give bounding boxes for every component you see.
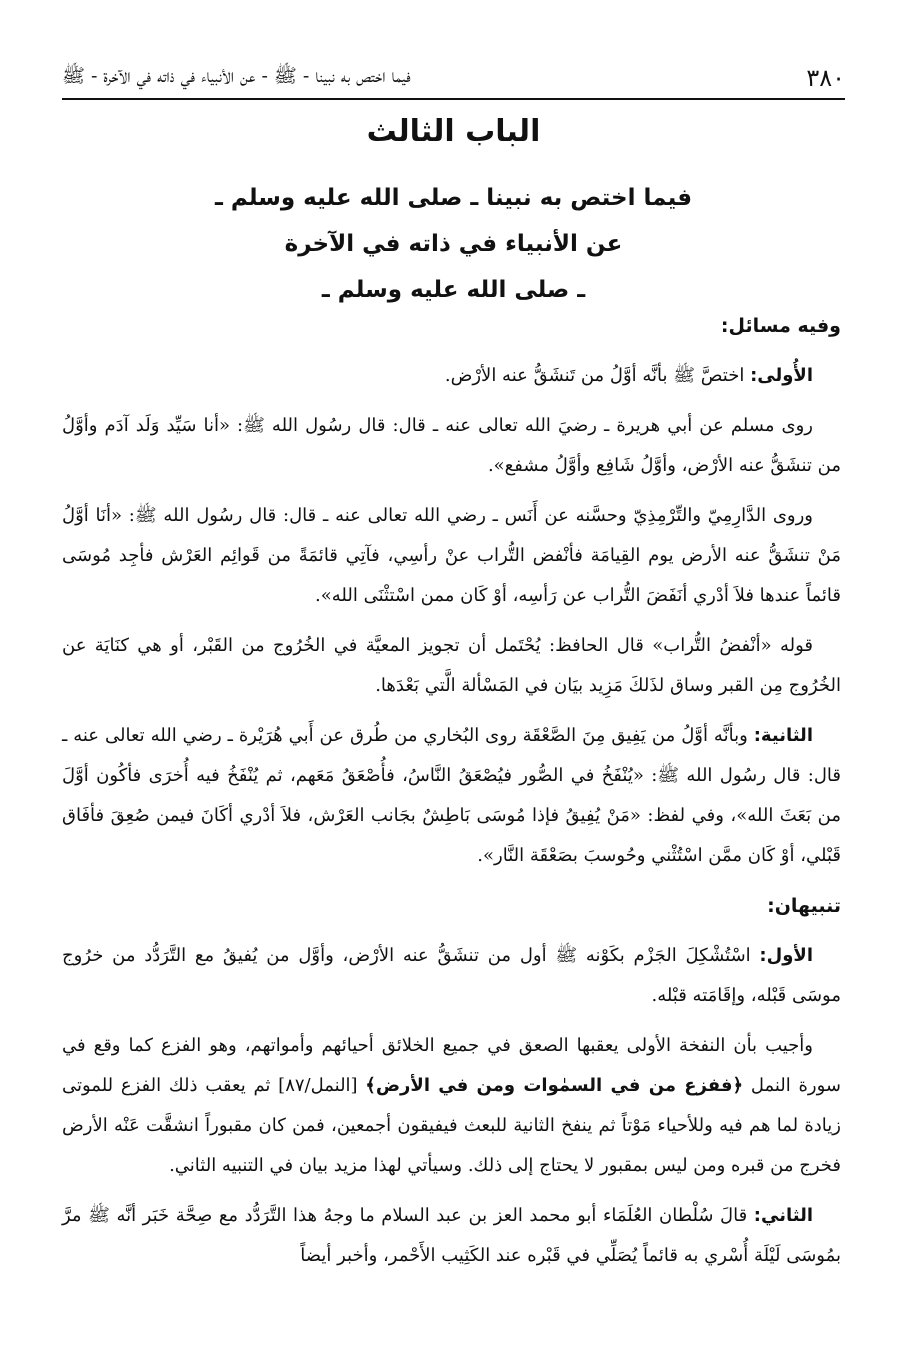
paragraph: قوله «أنْفضُ التُّراب» قال الحافظ: يُحْتَمل أن تجويز المعيَّة في الخُرُوج من القَبْر، أو هي كنَايَة عن الخُرُوج مِن القبر وساق لذَلكَ مَزِيد بيَان في المَسْألة الَّتي بَعْدَها. bbox=[62, 635, 841, 696]
note-label: الثاني: bbox=[753, 1205, 813, 1226]
paragraph: روى مسلم عن أبي هريرة ـ رضيَ الله تعالى عنه ـ قال: قال رسُول الله ﷺ: «أنا سَيِّد وَلَد آدَم وأوَّلُ من تنشَقُّ عنه الأرْض، وأوَّلُ شَافِع وأوَّلُ مشفع». bbox=[62, 415, 841, 476]
paragraph-text: اختصَّ ﷺ بأنَّه أوَّلُ من تَنشَقُّ عنه الأرْض. bbox=[444, 365, 751, 386]
body-text bbox=[62, 306, 841, 1286]
paragraph-text: وأجيب بأن النفخة الأولى يعقبها الصعق في جميع الخلائق أحيائهم وأمواتهم، وهو الفزع كما وقع في سورة النمل bbox=[62, 1035, 841, 1096]
paragraph-text: اسْتُشْكِلَ الجَزْم بكَوْنه ﷺ أول من تنشَقُّ عنه الأرْض، وأوَّل من يُفيقُ مع التَّرَدُّد من خرُوج موسَى قَبْله، وإقَامَته قبْله. bbox=[62, 945, 841, 1006]
paragraph bbox=[62, 936, 841, 1016]
header-rule bbox=[62, 98, 845, 100]
chapter-titles bbox=[62, 108, 845, 313]
notes-heading: تنبيهان: bbox=[767, 895, 841, 917]
paragraph bbox=[62, 356, 841, 396]
paragraph bbox=[62, 716, 841, 876]
paragraph-text: قالَ سُلْطان العُلَمَاء أبو محمد العز بن عبد السلام ما وجهُ هذا التَّرَدُّد مع صِحَّة خَبَر أنَّه ﷺ مرَّ بمُوسَى لَيْلَة أُسْري به قائماً يُصَلِّي في قَبْره عند الكَثِيب الأَحْمر، وأخبر أيضاً bbox=[62, 1205, 841, 1266]
paragraph-text: وبأنَّه أوَّلُ من يَفِيق مِنَ الصَّعْقَة روى البُخاري من طُرق عن أَبي هُرَيْرة ـ رضي الله تعالى عنه ـ قال: قال رسُول الله ﷺ: «يُنْفَخُ في الصُّور فيُصْعَقُ النَّاسُ، فأُصْعَقُ مَعَهم، ثم يُنْفَخُ فيه أُخرَى فأكُون أوَّلَ من بَعَثَ الله»، وفي لفظ: «مَنْ يُفِيقُ فإذا مُوسَى بَاطِشٌ بجَانب العَرْش، فلاَ أدْري أكَانَ فيمن صُعِقَ فأفَاق قَبْلي، أوْ كَان ممَّن اسْتُثْني وحُوسبَ بصَعْقَة النَّار». bbox=[62, 725, 841, 866]
paragraph bbox=[62, 1196, 841, 1276]
chapter-subtitle-2: عن الأنبياء في ذاته في الآخرة bbox=[284, 231, 623, 257]
page-header bbox=[62, 58, 845, 98]
chapter-subtitle-3: ـ صلى الله عليه وسلم ـ bbox=[321, 277, 586, 303]
chapter-title: الباب الثالث bbox=[366, 114, 541, 149]
issue-label: الثانية: bbox=[753, 725, 813, 746]
issue-label: الأُولى: bbox=[750, 365, 813, 386]
paragraph: وروى الدَّارِمِيّ والتِّرْمِذِيّ وحسَّنه عن أَنَس ـ رضي الله تعالى عنه ـ قال: قال رسُول الله ﷺ: «أنَا أوَّلُ مَنْ تنشَقُّ عنه الأرض يوم القِيامَة فأنْفض التُّراب عنْ رأسِي، فآتِي قائمَةً من قَوائِم العَرْش فأجِد مُوسَى قائماً عندها فلاَ أدْري أنَفَضَ التُّراب عن رَأسِه، أوْ كَان ممن اسْتثْنَى الله». bbox=[62, 505, 841, 606]
intro-heading: وفيه مسائل: bbox=[720, 315, 841, 337]
running-head: فيما اختص به نبينا - ﷺ - عن الأنبياء في ذاته في الآخرة - ﷺ bbox=[62, 65, 411, 87]
note-label: الأول: bbox=[759, 945, 813, 966]
quran-verse: ﴿ففزع من في السمٰوات ومن في الأرض﴾ bbox=[365, 1075, 744, 1096]
page-number: ٣٨٠ bbox=[806, 64, 845, 92]
paragraph-text: [النمل/٨٧] ثم يعقب ذلك الفزع للموتى زيادة لما هم فيه وللأحياء مَوْتاً ثم ينفخ الثانية للبعث فيفيقون أجمعين، فمن كان مقبوراً انشقَّت عَنْه الأرض فخرج من قبره ومن ليس بمقبور لا يحتاج إلى ذلك. وسيأتي لهذا مزيد بيان في التنبيه الثاني. bbox=[62, 1075, 841, 1176]
chapter-subtitle-1: فيما اختص به نبينا ـ صلى الله عليه وسلم ـ bbox=[214, 185, 693, 211]
paragraph bbox=[62, 1026, 841, 1186]
